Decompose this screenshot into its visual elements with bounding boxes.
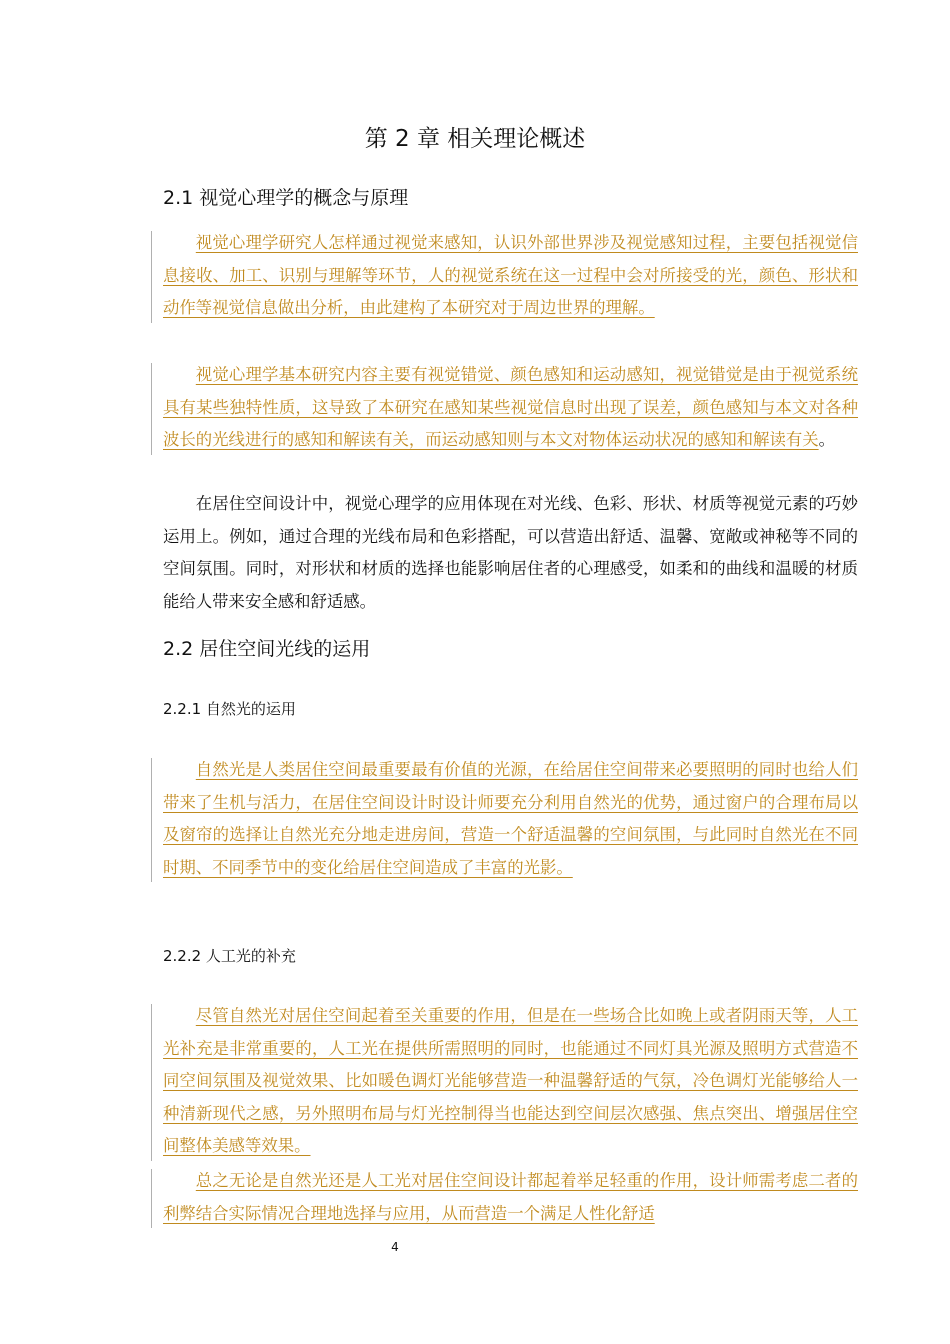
paragraph	[163, 488, 858, 618]
section-heading-2-2: 2.2 居住空间光线的运用	[163, 638, 371, 660]
tracked-change-text: 尽管自然光对居住空间起着至关重要的作用，但是在一些场合比如晚上或者阴雨天等，人工光补充是非常重要的，人工光在提供所需照明的同时，也能通过不同灯具光源及照明方式营造不同空间氛围及视觉效果、比如暖色调灯光能够营造一种温馨舒适的气氛，冷色调灯光能够给人一种清新现代之感，另外照明布局与灯光控制得当也能达到空间层次感强、焦点突出、增强居住空间整体美感等效果。	[163, 1006, 858, 1155]
paragraph	[163, 227, 858, 325]
chapter-title: 第 2 章 相关理论概述	[364, 126, 586, 152]
paragraph-tail: 。	[818, 430, 836, 449]
paragraph	[163, 754, 858, 884]
paragraph	[163, 1165, 858, 1230]
page-number: 4	[391, 1240, 399, 1254]
paragraph	[163, 359, 858, 457]
tracked-change-text: 自然光是人类居住空间最重要最有价值的光源，在给居住空间带来必要照明的同时也给人们带来了生机与活力，在居住空间设计时设计师要充分利用自然光的优势，通过窗户的合理布局以及窗帘的选择让自然光充分地走进房间，营造一个舒适温馨的空间氛围，与此同时自然光在不同时期、不同季节中的变化给居住空间造成了丰富的光影。	[163, 760, 858, 877]
tracked-change-text: 总之无论是自然光还是人工光对居住空间设计都起着举足轻重的作用，设计师需考虑二者的利弊结合实际情况合理地选择与应用，从而营造一个满足人性化舒适	[163, 1171, 858, 1223]
section-heading-2-1: 2.1 视觉心理学的概念与原理	[163, 187, 409, 209]
paragraph-text: 在居住空间设计中，视觉心理学的应用体现在对光线、色彩、形状、材质等视觉元素的巧妙运用上。例如，通过合理的光线布局和色彩搭配，可以营造出舒适、温馨、宽敞或神秘等不同的空间氛围。同时，对形状和材质的选择也能影响居住者的心理感受，如柔和的曲线和温暖的材质能给人带来安全感和舒适感。	[163, 494, 858, 611]
tracked-change-text: 视觉心理学研究人怎样通过视觉来感知，认识外部世界涉及视觉感知过程，主要包括视觉信息接收、加工、识别与理解等环节，人的视觉系统在这一过程中会对所接受的光，颜色、形状和动作等视觉信息做出分析，由此建构了本研究对于周边世界的理解。	[163, 233, 858, 317]
tracked-change-text: 视觉心理学基本研究内容主要有视觉错觉、颜色感知和运动感知，视觉错觉是由于视觉系统具有某些独特性质，这导致了本研究在感知某些视觉信息时出现了误差，颜色感知与本文对各种波长的光线进行的感知和解读有关，而运动感知则与本文对物体运动状况的感知和解读有关	[163, 365, 858, 449]
subsection-heading-2-2-1: 2.2.1 自然光的运用	[163, 700, 296, 718]
subsection-heading-2-2-2: 2.2.2 人工光的补充	[163, 947, 296, 965]
paragraph	[163, 1000, 858, 1163]
